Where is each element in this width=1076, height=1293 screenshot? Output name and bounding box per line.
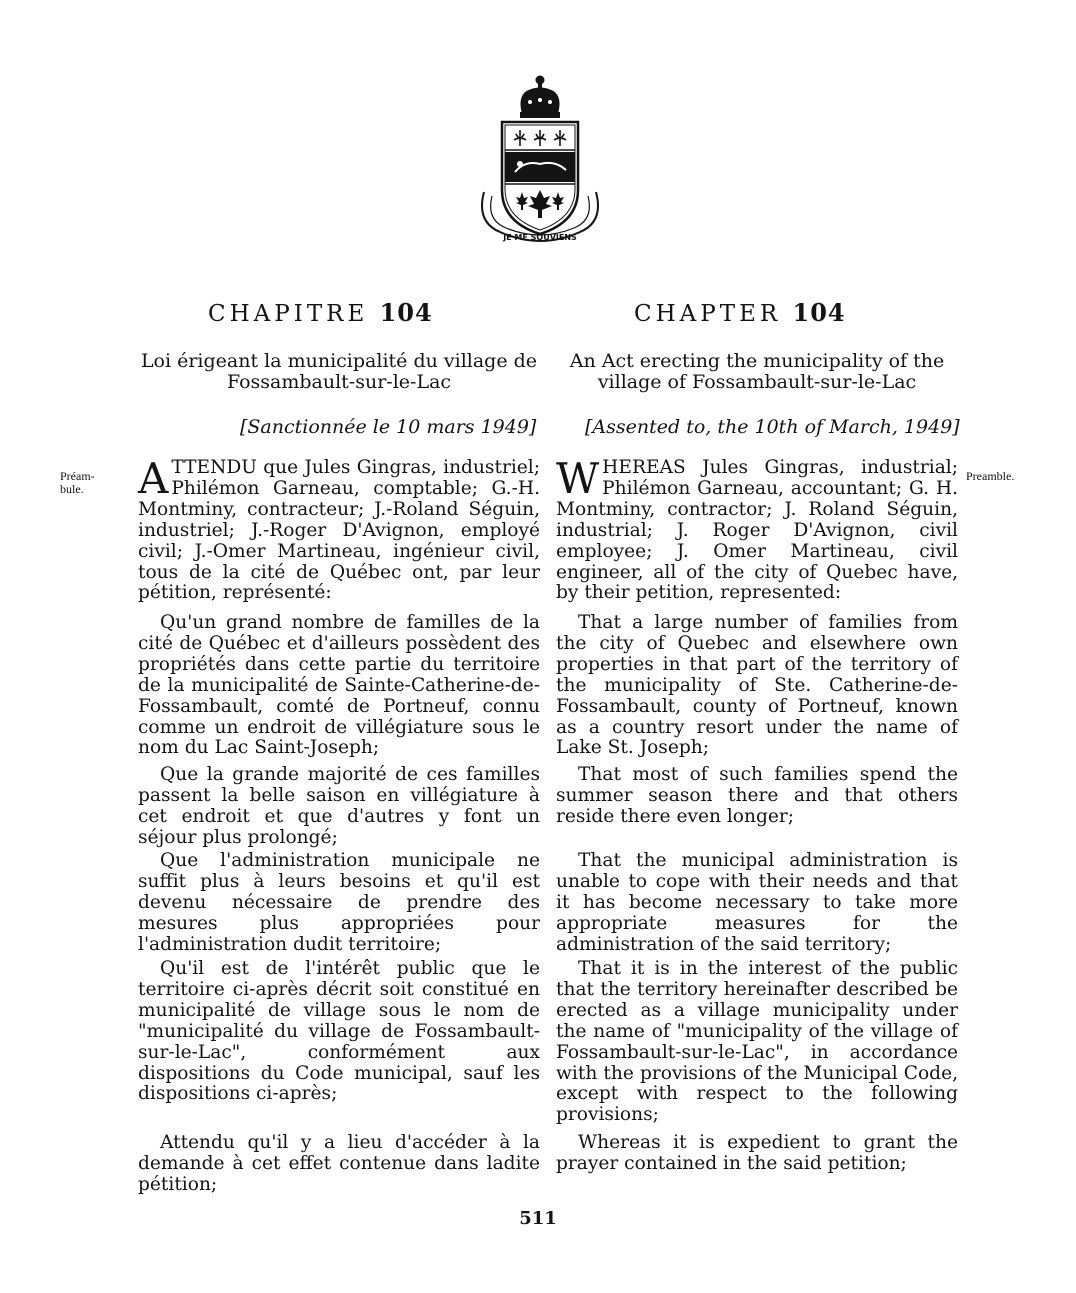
act-title-en: An Act erecting the municipality of the village of Fossambault-sur-le-Lac xyxy=(569,350,945,393)
chapter-word-en: CHAPTER xyxy=(634,301,782,327)
paragraph: That most of such families spend the summer season there and that others reside there even longer; xyxy=(556,764,958,827)
chapter-number-fr: 104 xyxy=(379,298,433,327)
crest-motto: JE ME SOUVIENS xyxy=(503,233,577,242)
paragraph xyxy=(138,454,540,604)
paragraph: Que la grande majorité de ces familles passent la belle saison en villégiature à cet endroit et que d'autres y font un séjour plus prolongé; xyxy=(138,764,540,848)
paragraph: That a large number of families from the city of Quebec and elsewhere own properties in that part of the territory of the municipality of Ste. Catherine-de-Fossambault, county of Portneuf, known as a country resort under the name of Lake St. Joseph; xyxy=(556,612,958,759)
paragraph: That it is in the interest of the public that the territory hereinafter described be erected as a village municipality under the name of "municipality of the village of Fossambault-sur-le-Lac", in accordance with the provisions of the Municipal Code, except with respect to the following provisions; xyxy=(556,958,958,1126)
chapter-heading-fr xyxy=(208,298,433,327)
drop-cap: W xyxy=(556,454,600,503)
coat-of-arms-emblem xyxy=(470,72,610,252)
assent-date-fr: [Sanctionnée le 10 mars 1949] xyxy=(240,416,537,438)
page-number: 511 xyxy=(519,1208,557,1229)
chapter-heading-en xyxy=(634,298,846,327)
paragraph: Attendu qu'il y a lieu d'accéder à la demande à cet effet contenue dans ladite pétition; xyxy=(138,1132,540,1195)
paragraph xyxy=(556,454,958,604)
act-title-fr: Loi érigeant la municipalité du village de Fossambault-sur-le-Lac xyxy=(140,350,538,393)
paragraph-text: TTENDU que Jules Gingras, industriel; Philémon Garneau, comptable; G.-H. Montminy, contracteur; J.-Roland Séguin, industriel; J.-Roger D'Avignon, employé civil; J.-Omer Martineau, ingénieur civil, tous de la cité de Québec ont, par leur pétition, représenté: xyxy=(138,457,540,604)
paragraph: Qu'un grand nombre de familles de la cité de Québec et d'ailleurs possèdent des propriétés dans cette partie du territoire de la municipalité de Sainte-Catherine-de-Fossambault, comté de Portneuf, connu comme un endroit de villégiature sous le nom du Lac Saint-Joseph; xyxy=(138,612,540,759)
paragraph: That the municipal administration is unable to cope with their needs and that it has become necessary to take more appropriate measures for the administration of the said territory; xyxy=(556,850,958,955)
paragraph-text: HEREAS Jules Gingras, industrial; Philémon Garneau, accountant; G. H. Montminy, contractor; J. Roland Séguin, industrial; J. Roger D'Avignon, civil employee; J. Omer Martineau, civil engineer, all of the city of Quebec have, by their petition, represented: xyxy=(556,457,958,604)
crown-icon xyxy=(520,76,560,118)
paragraph: Que l'administration municipale ne suffit plus à leurs besoins et qu'il est devenu nécessaire de prendre des mesures plus appropriées pour l'administration dudit territoire; xyxy=(138,850,540,955)
margin-note-fr: Préam- bule. xyxy=(60,469,95,496)
paragraph: Whereas it is expedient to grant the prayer contained in the said petition; xyxy=(556,1132,958,1174)
margin-note-en: Preamble. xyxy=(966,469,1015,483)
chapter-number-en: 104 xyxy=(792,298,846,327)
chapter-word-fr: CHAPITRE xyxy=(208,301,369,327)
paragraph: Qu'il est de l'intérêt public que le territoire ci-après décrit soit constitué en municipalité de village sous le nom de "municipalité du village de Fossambault-sur-le-Lac", conformément aux dispositions du Code municipal, sauf les dispositions ci-après; xyxy=(138,958,540,1105)
drop-cap: A xyxy=(138,454,169,503)
assent-date-en: [Assented to, the 10th of March, 1949] xyxy=(585,416,960,438)
